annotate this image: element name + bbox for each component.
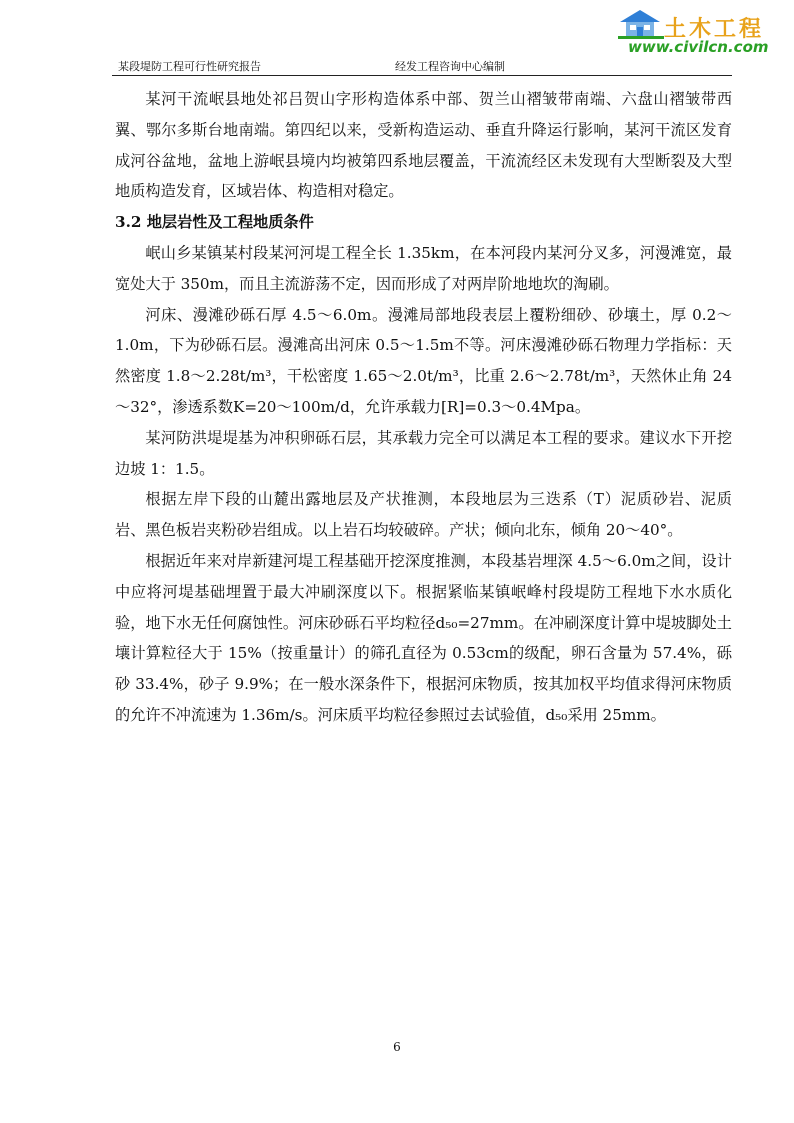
page-number: 6: [393, 1040, 401, 1054]
paragraph-project-length: 岷山乡某镇某村段某河河堤工程全长 1.35km，在本河段内某河分叉多，河漫滩宽，最宽处大于 350m，而且主流游荡不定，因而形成了对两岸阶地地坎的淘刷。: [115, 243, 732, 293]
paragraph-gravel-properties: 河床、漫滩砂砾石厚 4.5～6.0m。漫滩局部地段表层上覆粉细砂、砂壤土，厚 0.2～1.0m，下为砂砾石层。漫滩高出河床 0.5～1.5m不等。河床漫滩砂砾石物理力学指标：天然密度 1.8～2.28t/m³，干松密度 1.65～2.0t/m³，比重 2.6～2.78t/m³，天然休止角 24～32°，渗透系数K=20～100m/d，允许承载力[R]=0.3～0.4Mpa。: [115, 305, 732, 416]
paragraph-strata: 根据左岸下段的山麓出露地层及产状推测，本段地层为三迭系（T）泥质砂岩、泥质岩、黑色板岩夹粉砂岩组成。以上岩石均较破碎。产状；倾向北东，倾角 20～40°。: [115, 490, 732, 540]
site-logo: [618, 8, 773, 58]
logo-title: 土木工程: [664, 17, 765, 42]
paragraph-geology-overview: 某河干流岷县地处祁吕贺山字形构造体系中部、贺兰山褶皱带南端、六盘山褶皱带西翼、鄂尔多斯台地南端。第四纪以来，受新构造运动、垂直升降运行影响，某河干流区发育成河谷盆地，盆地上游岷县境内均被第四系地层覆盖，干流流经区未发现有大型断裂及大型地质构造发育，区域岩体、构造相对稳定。: [115, 90, 732, 201]
paragraph-bedrock-scour: 根据近年来对岸新建河堤工程基础开挖深度推测，本段基岩埋深 4.5～6.0m之间，设计中应将河堤基础埋置于最大冲刷深度以下。根据紧临某镇岷峰村段堤防工程地下水水质化验，地下水无任何腐蚀性。河床砂砾石平均粒径d₅₀=27mm。在冲刷深度计算中堤坡脚处土壤计算粒径大于 15%（按重量计）的筛孔直径为 0.53cm的级配，卵石含量为 57.4%，砾砂 33.4%，砂子 9.9%；在一般水深条件下，根据河床物质，按其加权平均值求得河床物质的允许不冲流速为 1.36m/s。河床质平均粒径参照过去试验值，d₅₀采用 25mm。: [115, 551, 732, 724]
header-divider: [112, 75, 732, 76]
house-icon: [618, 8, 664, 40]
paragraph-foundation: 某河防洪堤堤基为冲积卵砾石层，其承载力完全可以满足本工程的要求。建议水下开挖边坡 1：1.5。: [115, 428, 732, 478]
section-heading-3-2: 3.2 地层岩性及工程地质条件: [115, 213, 314, 232]
header-editor: 经发工程咨询中心编制: [395, 60, 505, 73]
logo-url[interactable]: www.civilcn.com: [628, 38, 769, 56]
header-report-title: 某段堤防工程可行性研究报告: [118, 60, 261, 73]
document-body: [115, 84, 732, 731]
